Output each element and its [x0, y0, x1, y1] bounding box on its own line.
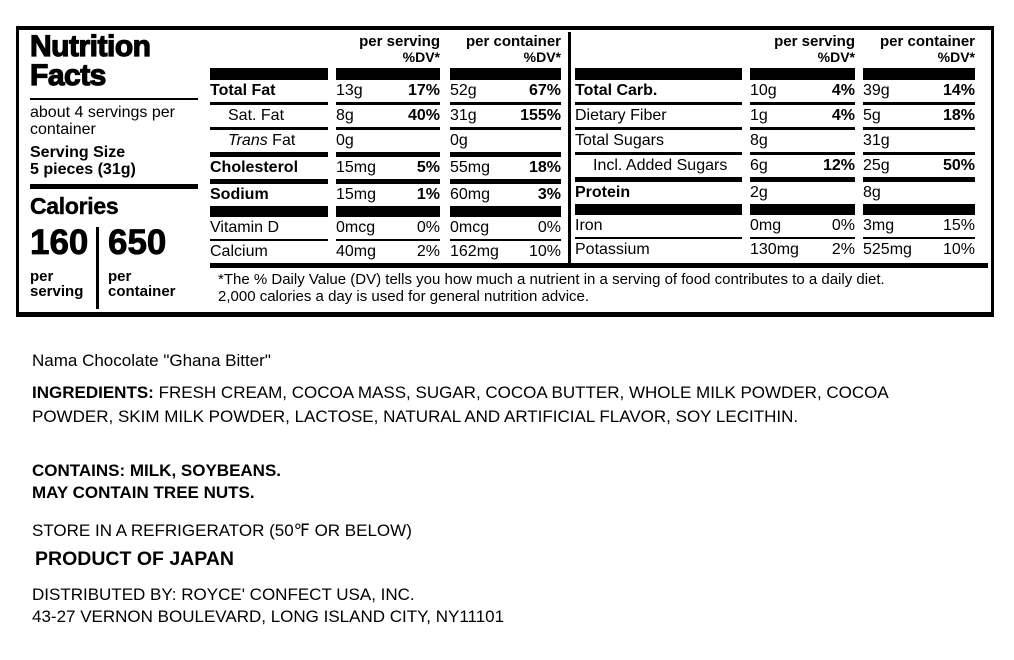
- table-vertical-divider: [568, 32, 571, 263]
- storage-instructions: STORE IN A REFRIGERATOR (50℉ OR BELOW): [32, 521, 412, 540]
- nutrient-row-total-sugars: Total Sugars 8g 31g: [575, 132, 890, 149]
- nutrient-row-vitamin-d: Vitamin D 0mcg 0% 0mcg 0%: [210, 219, 561, 236]
- distributor-info: [32, 584, 504, 629]
- calories-heading: Calories: [30, 192, 119, 219]
- separator: [30, 98, 198, 100]
- column-header: [210, 30, 561, 66]
- separator: [30, 184, 198, 189]
- product-name: Nama Chocolate "Ghana Bitter": [32, 351, 271, 370]
- nutrition-facts-title: [30, 30, 208, 92]
- distributor-name: DISTRIBUTED BY: ROYCE' CONFECT USA, INC.: [32, 585, 415, 604]
- dv-footnote: *The % Daily Value (DV) tells you how much a nutrient in a serving of food contributes to a daily diet. 2,000 calories a day is used for general nutrition advice.: [218, 271, 885, 305]
- ingredients-text: FRESH CREAM, COCOA MASS, SUGAR, COCOA BUTTER, WHOLE MILK POWDER, COCOA POWDER, SKIM MILK POWDER, LACTOSE, NATURAL AND ARTIFICIAL FLAVOR, SOY LECITHIN.: [32, 383, 888, 427]
- ingredients-paragraph: [32, 381, 960, 429]
- nutrient-row-total-carb: Total Carb. 10g 4% 39g 14%: [575, 82, 975, 99]
- serving-size-label: Serving Size: [30, 143, 126, 161]
- nutrition-facts-panel: [16, 26, 994, 317]
- panel-left-column: [19, 30, 208, 312]
- column-header: [575, 30, 975, 66]
- nutrient-row-protein: Protein 2g 8g: [575, 184, 881, 201]
- nutrient-row-sat-fat: Sat. Fat 8g 40% 31g 155%: [228, 107, 561, 124]
- nutrient-table-right: [575, 30, 975, 261]
- divider-bar: [575, 204, 975, 215]
- calories-per-container: [108, 222, 176, 309]
- contains-line: CONTAINS: MILK, SOYBEANS.: [32, 461, 282, 480]
- calories-per-serving: [30, 222, 94, 309]
- serving-size-value: 5 pieces (31g): [30, 161, 136, 179]
- per-serving-header: per serving %DV*: [774, 32, 855, 66]
- ingredients-label: INGREDIENTS:: [32, 383, 154, 402]
- may-contain-line: MAY CONTAIN TREE NUTS.: [32, 483, 255, 503]
- title-line2: Facts: [30, 58, 106, 92]
- nutrient-row-potassium: Potassium 130mg 2% 525mg 10%: [575, 241, 975, 258]
- nutrient-row-calcium: Calcium 40mg 2% 162mg 10%: [210, 243, 561, 260]
- calories-container-value: 650: [108, 222, 167, 262]
- nutrient-row-added-sugars: Incl. Added Sugars 6g 12% 25g 50%: [593, 157, 975, 174]
- calories-values: [30, 222, 208, 309]
- nutrient-row-total-fat: Total Fat 13g 17% 52g 67%: [210, 82, 561, 99]
- per-container-header: per container %DV*: [465, 32, 561, 66]
- title-line1: Nutrition: [30, 30, 151, 63]
- per-container-header: per container %DV*: [879, 32, 975, 66]
- nutrient-row-iron: Iron 0mg 0% 3mg 15%: [575, 217, 975, 234]
- calories-serving-value: 160: [30, 222, 89, 262]
- per-serving-header: per serving %DV*: [359, 32, 440, 66]
- distributor-address: 43-27 VERNON BOULEVARD, LONG ISLAND CITY, NY11101: [32, 607, 505, 627]
- calories-divider: [96, 227, 99, 309]
- divider-bar: [575, 68, 975, 80]
- divider-bar: [210, 206, 561, 217]
- serving-size: [30, 144, 208, 179]
- nutrient-table-left: [210, 30, 561, 263]
- nutrient-row-dietary-fiber: Dietary Fiber 1g 4% 5g 18%: [575, 107, 975, 124]
- country-of-origin: PRODUCT OF JAPAN: [35, 548, 234, 570]
- nutrient-row-trans-fat: Trans Fat 0g 0g: [228, 132, 468, 149]
- nutrient-row-sodium: Sodium 15mg 1% 60mg 3%: [210, 186, 561, 203]
- divider-bar: [210, 68, 561, 80]
- servings-per-container: about 4 servings per container: [30, 104, 175, 139]
- allergen-statement: [32, 460, 281, 504]
- nutrient-row-cholesterol: Cholesterol 15mg 5% 55mg 18%: [210, 159, 561, 176]
- calories-container-caption: per container: [108, 267, 176, 301]
- calories-serving-caption: per serving: [30, 267, 84, 301]
- footnote-divider-bar: [210, 263, 988, 268]
